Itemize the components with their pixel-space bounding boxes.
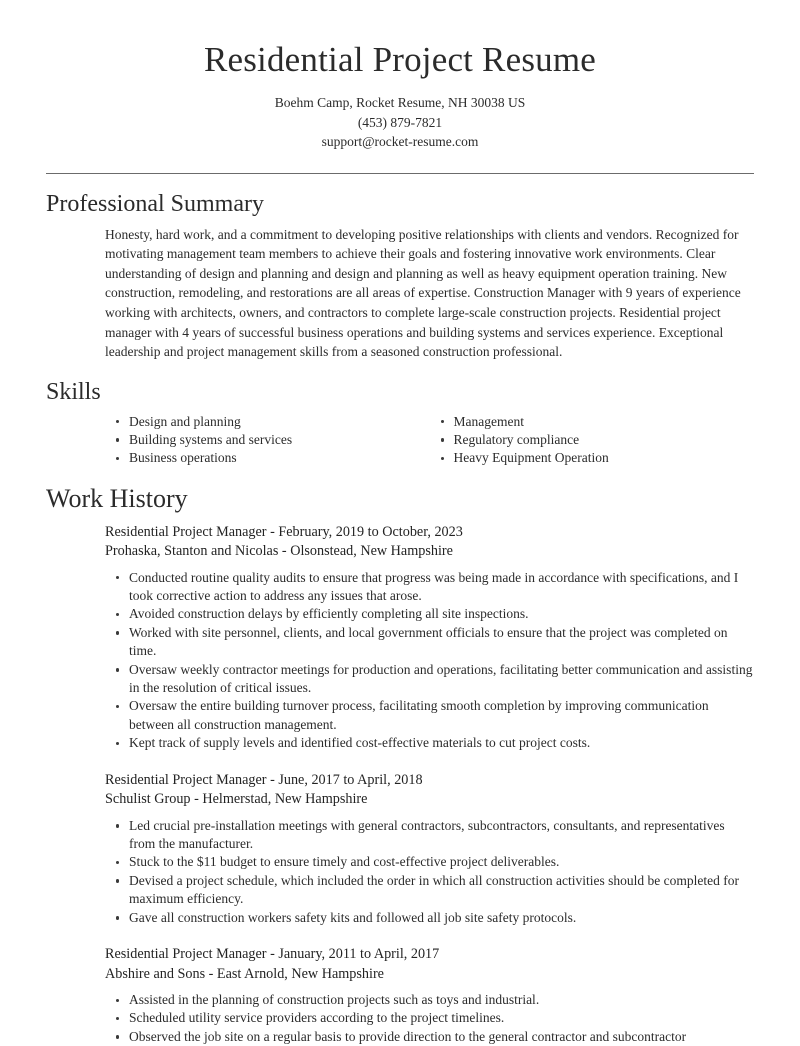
header-divider	[46, 173, 754, 174]
list-item: Building systems and services	[129, 431, 430, 449]
section-skills	[46, 378, 754, 468]
contact-email: support@rocket-resume.com	[321, 134, 479, 150]
skills-column-right	[430, 413, 755, 468]
list-item: Design and planning	[129, 413, 430, 431]
list-item: Avoided construction delays by efficiently completing all site inspections.	[129, 605, 754, 623]
list-item: Kept track of supply levels and identified cost-effective materials to cut project costs.	[129, 734, 754, 752]
list-item: Heavy Equipment Operation	[454, 449, 755, 467]
work-history-entry-3	[46, 945, 754, 1046]
page-title: Residential Project Resume	[203, 40, 597, 79]
list-item: Stuck to the $11 budget to ensure timely and cost-effective project deliverables.	[129, 853, 754, 871]
job-bullets	[105, 817, 754, 927]
section-heading-professional-summary: Professional Summary	[46, 190, 264, 217]
skills-list-right	[430, 413, 755, 468]
summary-body	[46, 225, 754, 362]
contact-phone: (453) 879-7821	[357, 114, 443, 130]
job-title: Residential Project Manager - February, 2019 to October, 2023	[105, 523, 463, 540]
section-heading-skills: Skills	[46, 378, 101, 405]
contact-block	[46, 93, 754, 152]
job-bullets	[105, 991, 754, 1046]
work-history-entry-1	[46, 523, 754, 753]
skills-list-left	[105, 413, 430, 468]
list-item: Gave all construction workers safety kits and followed all job site safety protocols.	[129, 909, 754, 927]
list-item: Business operations	[129, 449, 430, 467]
list-item: Scheduled utility service providers according to the project timelines.	[129, 1009, 754, 1027]
summary-text: Honesty, hard work, and a commitment to developing positive relationships with clients and vendors. Recognized for motivating management team members to achieve their goals and fostering innovative work environments. Clear understanding of design and planning and design and planning as well as heavy equipment operation training. New construction, remodeling, and restorations are all areas of expertise. Construction Manager with 9 years of experience working with architects, owners, and contractors to complete large-scale construction projects. Residential project manager with 4 years of successful business operations and building systems and services experience. Exceptional leadership and project management skills from a seasoned construction professional.	[105, 226, 741, 360]
job-company: Schulist Group - Helmerstad, New Hampshire	[105, 791, 368, 808]
list-item: Regulatory compliance	[454, 431, 755, 449]
list-item: Led crucial pre-installation meetings with general contractors, subcontractors, consultants, and representatives from the manufacturer.	[129, 817, 754, 854]
job-company: Prohaska, Stanton and Nicolas - Olsonstead, New Hampshire	[105, 543, 453, 560]
job-title: Residential Project Manager - June, 2017 to April, 2018	[105, 771, 423, 788]
section-heading-work-history: Work History	[46, 484, 188, 514]
list-item: Assisted in the planning of construction projects such as toys and industrial.	[129, 991, 754, 1009]
section-professional-summary	[46, 190, 754, 362]
list-item: Management	[454, 413, 755, 431]
work-history-entry-2	[46, 771, 754, 927]
job-company: Abshire and Sons - East Arnold, New Hampshire	[105, 965, 384, 982]
job-bullets	[105, 569, 754, 753]
list-item: Worked with site personnel, clients, and local government officials to ensure that the project was completed on time.	[129, 624, 754, 661]
contact-address: Boehm Camp, Rocket Resume, NH 30038 US	[274, 95, 526, 111]
list-item: Devised a project schedule, which included the order in which all construction activities should be completed for maximum efficiency.	[129, 872, 754, 909]
skills-columns	[46, 413, 754, 468]
list-item: Oversaw weekly contractor meetings for production and operations, facilitating better communication and assisting in the resolution of critical issues.	[129, 661, 754, 698]
list-item: Observed the job site on a regular basis to provide direction to the general contractor and subcontractor	[129, 1028, 754, 1046]
job-title: Residential Project Manager - January, 2011 to April, 2017	[105, 946, 440, 963]
section-work-history	[46, 483, 754, 1046]
skills-column-left	[105, 413, 430, 468]
list-item: Oversaw the entire building turnover process, facilitating smooth completion by improving communication between all construction management.	[129, 697, 754, 734]
list-item: Conducted routine quality audits to ensure that progress was being made in accordance with specifications, and I took corrective action to address any issues that arose.	[129, 569, 754, 606]
